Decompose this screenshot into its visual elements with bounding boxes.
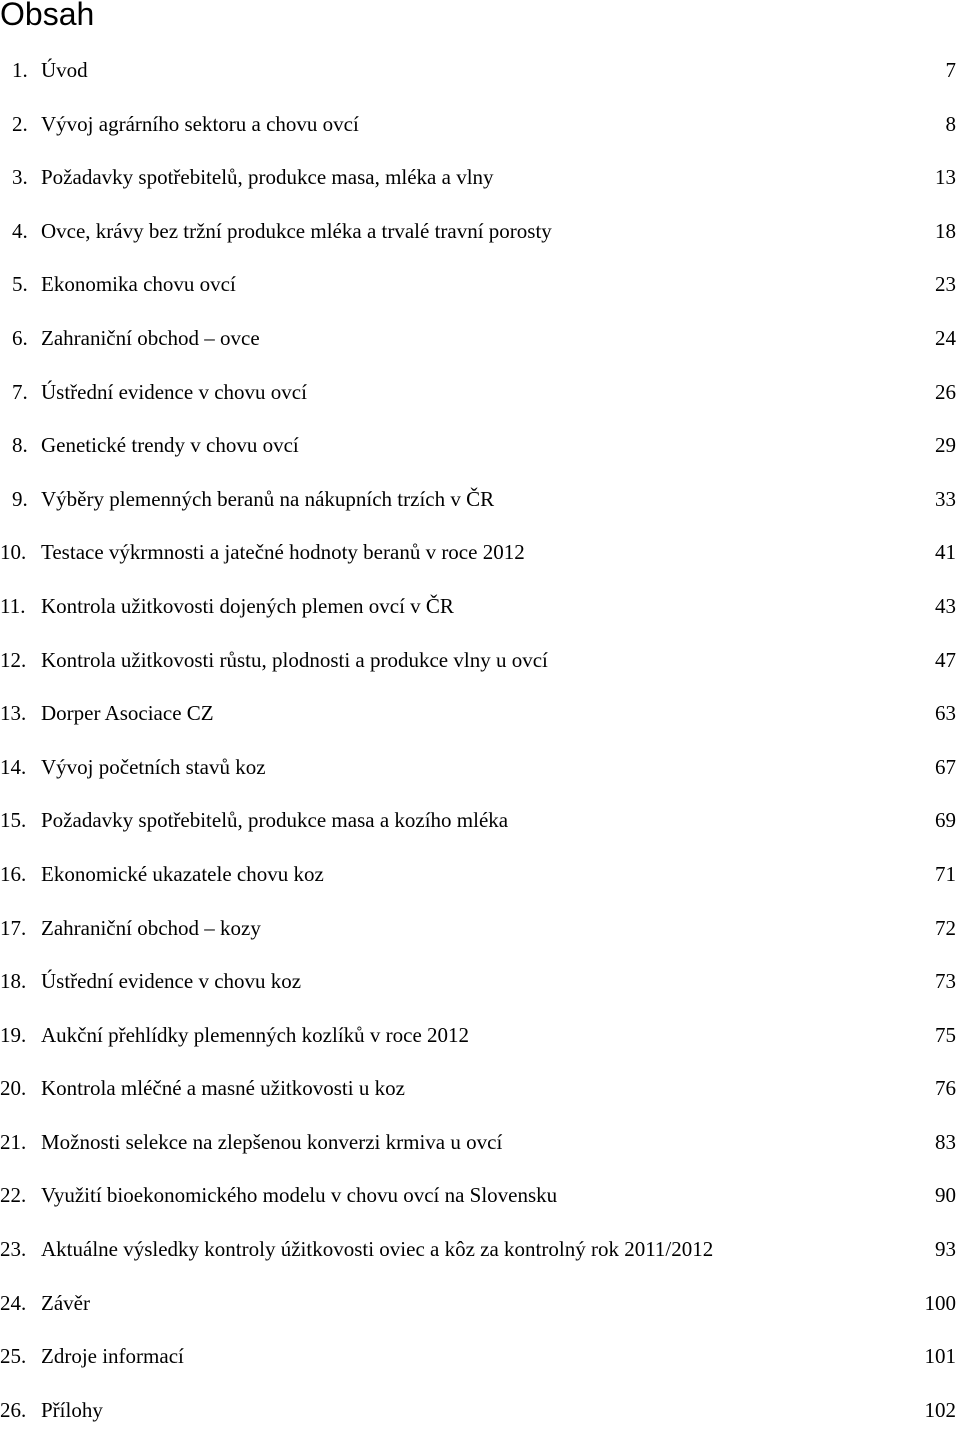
table-of-contents	[0, 50, 956, 1443]
toc-entry-page: 69	[935, 808, 956, 833]
toc-entry[interactable]	[0, 1068, 956, 1122]
toc-entry-number: 17.	[0, 915, 27, 940]
toc-entry-title: Výběry plemenných beranů na nákupních trzích v ČR	[41, 486, 495, 511]
toc-entry-page: 23	[935, 272, 956, 297]
toc-entry-title: Kontrola užitkovosti dojených plemen ovcí v ČR	[41, 593, 454, 618]
toc-entry[interactable]	[0, 1283, 956, 1337]
toc-entry[interactable]	[0, 104, 956, 158]
toc-entry[interactable]	[0, 479, 956, 533]
toc-entry-title: Zahraniční obchod – kozy	[41, 915, 261, 940]
toc-entry-title: Požadavky spotřebitelů, produkce masa a kozího mléka	[41, 808, 509, 833]
toc-entry-number: 24.	[0, 1290, 27, 1315]
toc-entry-page: 73	[935, 969, 956, 994]
toc-entry[interactable]	[0, 1229, 956, 1283]
toc-entry-number: 2.	[12, 111, 28, 136]
toc-entry-page: 67	[935, 754, 956, 779]
toc-entry-title: Zdroje informací	[41, 1344, 184, 1369]
toc-entry-number: 18.	[0, 969, 27, 994]
toc-entry-number: 26.	[0, 1397, 27, 1422]
toc-entry-title: Vývoj početních stavů koz	[41, 754, 266, 779]
page-title: Obsah	[0, 0, 95, 32]
toc-entry-title: Závěr	[41, 1290, 90, 1315]
toc-entry-title: Ovce, krávy bez tržní produkce mléka a trvalé travní porosty	[41, 218, 552, 243]
toc-entry[interactable]	[0, 800, 956, 854]
toc-entry[interactable]	[0, 1122, 956, 1176]
toc-entry-page: 101	[924, 1344, 956, 1369]
toc-entry[interactable]	[0, 1336, 956, 1390]
toc-entry-title: Úvod	[41, 58, 88, 82]
toc-entry-title: Genetické trendy v chovu ovcí	[41, 433, 299, 458]
toc-entry-number: 14.	[0, 754, 27, 779]
toc-entry[interactable]	[0, 50, 956, 104]
toc-entry[interactable]	[0, 854, 956, 908]
toc-entry-number: 5.	[12, 272, 28, 297]
toc-entry[interactable]	[0, 372, 956, 426]
toc-entry[interactable]	[0, 532, 956, 586]
toc-entry-number: 3.	[12, 165, 28, 190]
toc-entry[interactable]	[0, 425, 956, 479]
toc-entry-title: Dorper Asociace CZ	[41, 701, 214, 726]
toc-entry-page: 100	[924, 1290, 956, 1315]
toc-entry-page: 47	[935, 647, 956, 672]
toc-entry-number: 16.	[0, 861, 27, 886]
toc-entry-title: Ekonomické ukazatele chovu koz	[41, 861, 324, 886]
toc-entry-number: 1.	[12, 58, 28, 82]
toc-entry-page: 72	[935, 915, 956, 940]
toc-entry-page: 26	[935, 379, 956, 404]
toc-entry-title: Přílohy	[41, 1397, 103, 1422]
toc-entry-number: 13.	[0, 701, 27, 726]
toc-entry[interactable]	[0, 908, 956, 962]
toc-entry-page: 102	[924, 1397, 956, 1422]
toc-entry-page: 7	[945, 58, 956, 82]
toc-entry-page: 71	[935, 861, 956, 886]
toc-entry[interactable]	[0, 157, 956, 211]
toc-entry-number: 15.	[0, 808, 27, 833]
toc-entry-page: 8	[945, 111, 956, 136]
toc-entry[interactable]	[0, 318, 956, 372]
toc-entry-number: 11.	[0, 593, 26, 618]
toc-entry-page: 41	[935, 540, 956, 565]
toc-entry[interactable]	[0, 747, 956, 801]
toc-entry-page: 90	[935, 1183, 956, 1208]
toc-entry-number: 21.	[0, 1129, 27, 1154]
toc-entry-number: 4.	[12, 218, 28, 243]
toc-entry-page: 83	[935, 1129, 956, 1154]
toc-entry-page: 75	[935, 1022, 956, 1047]
toc-entry-title: Ekonomika chovu ovcí	[41, 272, 236, 297]
toc-entry-title: Požadavky spotřebitelů, produkce masa, mléka a vlny	[41, 165, 494, 190]
toc-entry-title: Možnosti selekce na zlepšenou konverzi krmiva u ovcí	[41, 1129, 503, 1154]
toc-entry[interactable]	[0, 1390, 956, 1443]
toc-entry[interactable]	[0, 693, 956, 747]
toc-entry-title: Využití bioekonomického modelu v chovu ovcí na Slovensku	[41, 1183, 558, 1208]
toc-entry-number: 10.	[0, 540, 27, 565]
toc-entry-title: Kontrola mléčné a masné užitkovosti u koz	[41, 1076, 405, 1101]
toc-entry-title: Vývoj agrárního sektoru a chovu ovcí	[41, 111, 359, 136]
toc-entry-title: Zahraniční obchod – ovce	[41, 325, 260, 350]
toc-entry[interactable]	[0, 1015, 956, 1069]
toc-entry-title: Aukční přehlídky plemenných kozlíků v roce 2012	[41, 1022, 470, 1047]
toc-entry-title: Kontrola užitkovosti růstu, plodnosti a produkce vlny u ovcí	[41, 647, 548, 672]
toc-entry-number: 9.	[12, 486, 28, 511]
toc-entry[interactable]	[0, 211, 956, 265]
toc-entry[interactable]	[0, 961, 956, 1015]
toc-entry-page: 93	[935, 1237, 956, 1262]
toc-entry-page: 33	[935, 486, 956, 511]
toc-entry-number: 20.	[0, 1076, 27, 1101]
toc-entry-number: 7.	[12, 379, 28, 404]
toc-entry-number: 25.	[0, 1344, 27, 1369]
toc-entry-number: 22.	[0, 1183, 27, 1208]
toc-entry-number: 23.	[0, 1237, 27, 1262]
toc-entry-page: 76	[935, 1076, 956, 1101]
toc-entry-title: Aktuálne výsledky kontroly úžitkovosti oviec a kôz za kontrolný rok 2011/2012	[41, 1237, 714, 1262]
toc-entry-page: 24	[935, 325, 956, 350]
toc-entry-title: Ústřední evidence v chovu koz	[41, 969, 302, 994]
toc-entry[interactable]	[0, 1175, 956, 1229]
toc-entry-number: 12.	[0, 647, 27, 672]
toc-entry-number: 6.	[12, 325, 28, 350]
toc-entry[interactable]	[0, 640, 956, 694]
toc-entry-title: Testace výkrmnosti a jatečné hodnoty beranů v roce 2012	[41, 540, 525, 565]
toc-entry-number: 8.	[12, 433, 28, 458]
toc-entry-title: Ústřední evidence v chovu ovcí	[41, 379, 307, 404]
toc-entry[interactable]	[0, 264, 956, 318]
toc-entry-page: 13	[935, 165, 956, 190]
toc-entry-page: 18	[935, 218, 956, 243]
toc-entry-number: 19.	[0, 1022, 27, 1047]
toc-entry-page: 63	[935, 701, 956, 726]
toc-entry[interactable]	[0, 586, 956, 640]
toc-entry-page: 29	[935, 433, 956, 458]
toc-entry-page: 43	[935, 593, 956, 618]
